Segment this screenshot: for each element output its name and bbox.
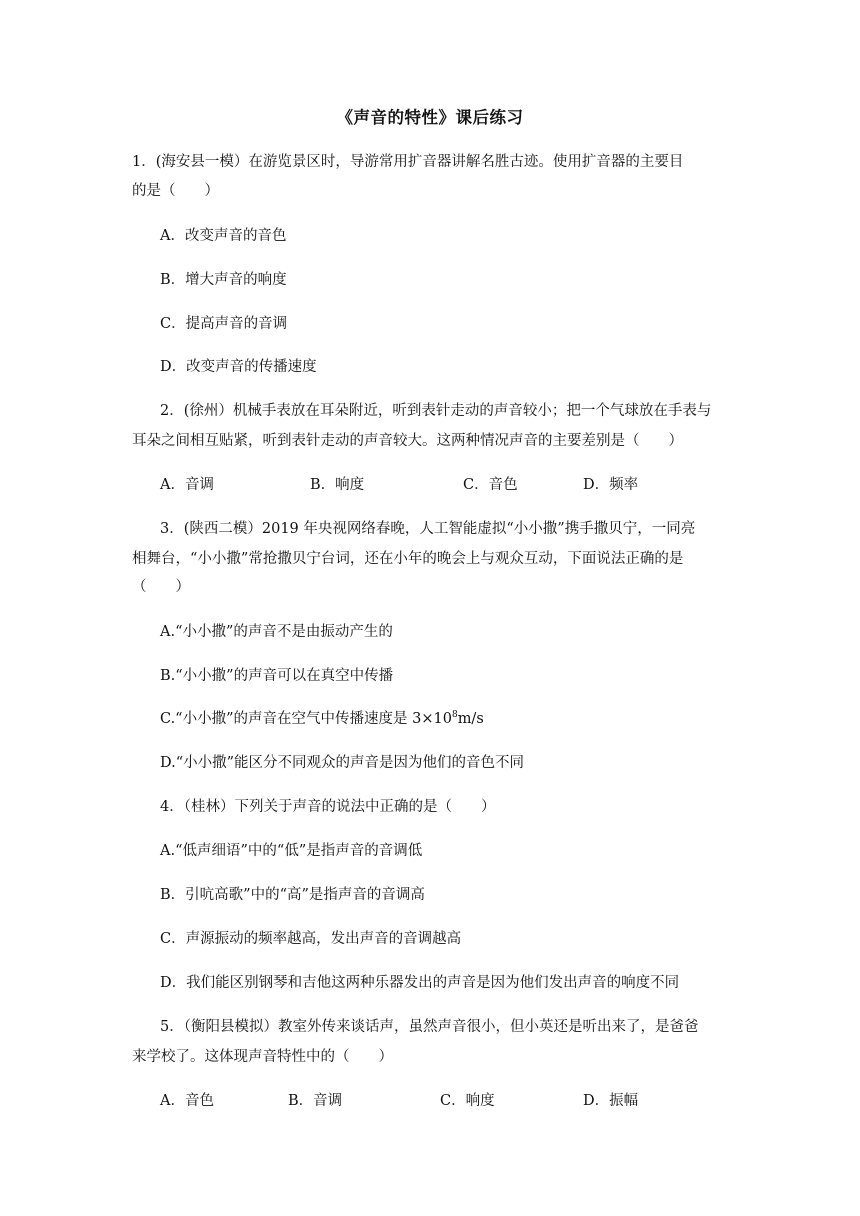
question-2-option-b: B．响度 [310, 477, 365, 493]
question-1-option-a: A．改变声音的音色 [160, 228, 287, 244]
question-2-option-a: A．音调 [160, 477, 214, 493]
question-3-option-c-unit: m/s [457, 711, 484, 727]
question-1-line-2: 的是（ ） [132, 183, 219, 199]
question-1-line-1: 1．(海安县一模）在游览景区时，导游常用扩音器讲解名胜古迹。使用扩音器的主要目 [132, 154, 684, 170]
question-3-option-c-text: C.“小小撒”的声音在空气中传播速度是 3×10 [160, 711, 452, 727]
question-3-option-b: B.“小小撒”的声音可以在真空中传播 [160, 668, 394, 684]
question-3-option-c-exponent: 8 [451, 710, 458, 720]
question-4-line-1: 4．（桂林）下列关于声音的说法中正确的是（ ） [160, 799, 496, 815]
question-4-option-c: C．声源振动的频率越高，发出声音的音调越高 [160, 931, 462, 947]
question-5-line-2: 来学校了。这体现声音特性中的（ ） [132, 1049, 393, 1065]
question-4-option-b: B．引吭高歌”中的“高”是指声音的音调高 [160, 887, 425, 903]
question-4-option-d: D．我们能区别钢琴和吉他这两种乐器发出的声音是因为他们发出声音的响度不同 [160, 975, 680, 991]
question-2-option-d: D．频率 [583, 477, 639, 493]
question-5-line-1: 5．（衡阳县模拟）教室外传来谈话声，虽然声音很小，但小英还是听出来了，是爸爸 [160, 1019, 699, 1035]
question-5-option-b: B．音调 [288, 1093, 343, 1109]
question-2-option-c: C．音色 [463, 477, 518, 493]
question-5-options [160, 1091, 720, 1111]
question-3-option-a: A.“小小撒”的声音不是由振动产生的 [160, 624, 393, 640]
question-1-option-b: B．增大声音的响度 [160, 272, 287, 288]
question-5-option-c: C．响度 [440, 1093, 495, 1109]
question-4-option-a: A.“低声细语”中的“低”是指声音的音调低 [160, 843, 423, 859]
question-3-line-1: 3．(陕西二模）2019 年央视网络春晚，人工智能虚拟“小小撒”携手撒贝宁，一同亮 [160, 521, 696, 537]
question-5-option-d: D．振幅 [583, 1093, 639, 1109]
question-3-option-d: D.“小小撒”能区分不同观众的声音是因为他们的音色不同 [160, 755, 525, 771]
question-5-option-a: A．音色 [160, 1093, 214, 1109]
question-2-options [160, 475, 720, 495]
question-1-option-c: C．提高声音的音调 [160, 316, 288, 332]
page-title: 《声音的特性》课后练习 [336, 108, 524, 127]
question-2-line-1: 2．(徐州）机械手表放在耳朵附近，听到表针走动的声音较小；把一个气球放在手表与 [160, 403, 712, 419]
question-2-line-2: 耳朵之间相互贴紧，听到表针走动的声音较大。这两种情况声音的主要差别是（ ） [132, 433, 683, 449]
question-3-option-c [160, 709, 484, 729]
question-3-line-3: （ ） [132, 579, 190, 595]
question-3-line-2: 相舞台，“小小撒”常抢撒贝宁台词，还在小年的晚会上与观众互动，下面说法正确的是 [132, 551, 684, 567]
question-1-option-d: D．改变声音的传播速度 [160, 359, 317, 375]
